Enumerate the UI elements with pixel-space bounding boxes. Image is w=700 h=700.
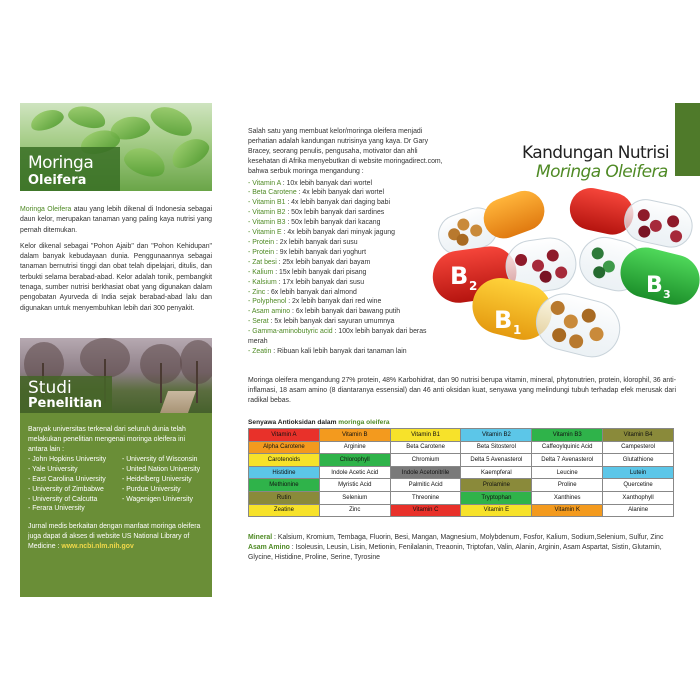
hero-subtitle: Oleifera	[28, 173, 87, 188]
capsule-b3-label: B	[646, 273, 663, 298]
university-item: - University of Calcutta	[28, 495, 98, 503]
table-cell: Xanthophyll	[603, 491, 674, 504]
nutrition-summary: Moringa oleifera mengandung 27% protein, 48% Karbohidrat, dan 90 nutrisi berupa vitamin, mineral, phytonutrien, protein, klorophil, 36 anti-inflamasi, 18 asam amino (8 diantaranya essensial) dan 46 anti oksidan kuat, senyawa yang melindungi tubuh terhadap efek merusak dari radikal bebas.	[248, 377, 676, 405]
nutrient-comparison: : 2x lebih banyak dari red wine	[286, 298, 382, 306]
table-cell: Rutin	[249, 491, 320, 504]
table-title-prefix: Senyawa Antioksidan dalam	[248, 419, 339, 426]
amino-line	[248, 543, 676, 563]
capsule-b3-subscript: 3	[663, 288, 671, 301]
comparison-item	[248, 297, 446, 307]
nutrient-name: - Beta Carotene	[248, 189, 297, 197]
capsule-b2-subscript: 2	[469, 279, 478, 293]
nutrient-name: - Vitamin B1	[248, 199, 286, 207]
nutrient-name: - Zinc	[248, 288, 266, 296]
table-cell: Quercetine	[603, 479, 674, 492]
comparison-item	[248, 188, 446, 198]
amino-label: Asam Amino	[248, 544, 290, 551]
university-item: - Wagenigen University	[122, 495, 193, 503]
capsule-b1-label: B	[494, 306, 513, 334]
nutrient-comparison: : 6x lebih banyak dari almond	[265, 288, 357, 296]
table-cell: Chlorophyll	[319, 454, 390, 467]
table-cell: Glutathione	[603, 454, 674, 467]
page-tab	[675, 103, 700, 176]
nutrient-name: - Vitamin A	[248, 179, 281, 187]
walkway	[160, 391, 196, 413]
nutrient-name: - Asam amino	[248, 308, 291, 316]
comparison-item	[248, 327, 446, 347]
capsule-b2-label: B	[450, 262, 469, 290]
university-item: - East Carolina University	[28, 475, 106, 483]
comparison-item	[248, 317, 446, 327]
table-cell: Vitamin C	[390, 504, 461, 517]
comparison-item	[248, 288, 446, 298]
table-cell: Campesterol	[603, 441, 674, 454]
table-cell: Selenium	[319, 491, 390, 504]
table-row	[249, 454, 674, 467]
intro-paragraph-1	[20, 205, 212, 236]
comparison-item	[248, 198, 446, 208]
comparison-item	[248, 208, 446, 218]
study-title: Studi	[28, 378, 72, 398]
nutrient-name: - Zeatin	[248, 347, 272, 355]
table-cell: Methionine	[249, 479, 320, 492]
table-cell: Vitamin B2	[461, 429, 532, 442]
antioxidant-table-title	[248, 419, 390, 426]
study-body	[20, 413, 212, 552]
comparison-item	[248, 218, 446, 228]
table-cell: Vitamin B3	[532, 429, 603, 442]
capsule-red-right	[566, 184, 696, 251]
leaf-shape	[28, 106, 66, 135]
nutrient-comparison: : 6x lebih banyak dari bawang putih	[290, 308, 401, 316]
table-cell: Lutein	[603, 466, 674, 479]
table-row	[249, 429, 674, 442]
table-cell: Alpha Carotene	[249, 441, 320, 454]
amino-text: : Isoleusin, Leusin, Lisin, Metionin, Fenilalanin, Treaonin, Triptofan, Valin, Alanin, Arginin, Asam Aspartat, Sistin, Glutamin, Glycine, Histidine, Proline, Serine, Tyrosine	[248, 544, 662, 561]
table-row	[249, 441, 674, 454]
nutrient-name: - Serat	[248, 318, 269, 326]
study-intro: Banyak universitas terkenal dari seluruh dunia telah melakukan penelitian mengenai moringa oleifera ini antara lain :	[28, 426, 186, 453]
table-cell: Arginine	[319, 441, 390, 454]
table-cell: Threonine	[390, 491, 461, 504]
comparison-item	[248, 238, 446, 248]
table-cell: Kaempferal	[461, 466, 532, 479]
nutrient-comparison: : 10x lebih banyak dari wortel	[280, 179, 372, 187]
table-cell: Vitamin E	[461, 504, 532, 517]
table-row	[249, 504, 674, 517]
mineral-line	[248, 533, 676, 543]
nutrient-name: - Protein	[248, 248, 275, 256]
intro-lead: Moringa Oleifera	[20, 206, 72, 213]
table-cell: Caffeoylquinic Acid	[532, 441, 603, 454]
journal-note	[28, 522, 202, 551]
comparison-item	[248, 179, 446, 189]
university-item: - Yale University	[28, 466, 78, 474]
study-subtitle: Penelitian	[28, 396, 103, 411]
nutrient-name: - Kalsium	[248, 278, 277, 286]
nutrient-comparison: : 50x lebih banyak dari sardines	[285, 209, 385, 217]
table-cell: Alanine	[603, 504, 674, 517]
comparison-item	[248, 268, 446, 278]
table-cell: Vitamin A	[249, 429, 320, 442]
table-cell: Indole Acetonitrile	[390, 466, 461, 479]
table-title-suffix: moringa oleifera	[338, 419, 390, 426]
mineral-label: Mineral	[248, 534, 273, 541]
table-cell: Chromium	[390, 454, 461, 467]
section-subtitle: Moringa Oleifera	[536, 162, 668, 182]
capsules-illustration	[428, 182, 700, 374]
table-cell: Prolamine	[461, 479, 532, 492]
campus-image	[20, 338, 212, 413]
study-panel	[20, 338, 212, 597]
antioxidant-table-body	[249, 429, 674, 517]
tree-trunk	[196, 361, 198, 403]
left-column	[20, 103, 212, 320]
comparison-item	[248, 258, 446, 268]
university-item: - Purdue University	[122, 485, 181, 493]
university-item: - University of Zimbabwe	[28, 485, 104, 493]
nutrient-name: - Protein	[248, 238, 275, 246]
nutrient-comparison: : 4x lebih banyak dari minyak jagung	[281, 229, 395, 237]
table-cell: Zeatine	[249, 504, 320, 517]
table-cell: Beta Carotene	[390, 441, 461, 454]
nutrient-name: - Gamma-aminobutyric acid	[248, 328, 333, 336]
table-cell: Delta 5 Avenasterol	[461, 454, 532, 467]
leaf-shape	[121, 143, 169, 182]
table-row	[249, 466, 674, 479]
moringa-leaf-image	[20, 103, 212, 191]
nutrient-comparison: : 5x lebih banyak dari sayuran umumnya	[268, 318, 395, 326]
table-cell: Leucine	[532, 466, 603, 479]
nutrient-comparison: : 50x lebih banyak dari kacang	[285, 219, 381, 227]
university-item: - University of Wisconsin	[122, 456, 198, 464]
leaf-shape	[147, 103, 197, 141]
table-cell: Palmitic Acid	[390, 479, 461, 492]
section-title: Kandungan Nutrisi	[522, 143, 670, 163]
mineral-text: : Kalsium, Kromium, Tembaga, Fluorin, Besi, Mangan, Magnesium, Molybdenum, Fosfor, Kalium, Sodium,Selenium, Sulfur, Zinc	[272, 534, 664, 541]
table-cell: Xanthines	[532, 491, 603, 504]
nutrition-comparison	[248, 127, 446, 357]
capsule-b1-subscript: 1	[513, 323, 522, 337]
nutrient-comparison: : Ribuan kali lebih banyak dari tanaman lain	[271, 347, 407, 355]
hero-title: Moringa	[28, 153, 94, 173]
nutrient-name: - Polyphenol	[248, 298, 287, 306]
table-cell: Delta 7 Avenasterol	[532, 454, 603, 467]
leaf-shape	[66, 103, 108, 132]
nutrient-comparison: : 25x lebih banyak dari bayam	[276, 258, 371, 266]
table-cell: Zinc	[319, 504, 390, 517]
nutrient-name: - Kalium	[248, 268, 274, 276]
ncbi-link[interactable]: www.ncbi.nlm.nih.gov	[61, 542, 134, 550]
table-cell: Histidine	[249, 466, 320, 479]
nutrient-comparison: : 9x lebih banyak dari yoghurt	[274, 248, 366, 256]
nutrient-comparison: : 2x lebih banyak dari susu	[274, 238, 358, 246]
nutrient-name: - Zat besi	[248, 258, 277, 266]
nutrient-name: - Vitamin E	[248, 229, 282, 237]
journal-text: Jurnal medis berkaitan dengan manfaat moringa oleifera juga dapat di akses di website US National Library of Medicine :	[28, 523, 201, 550]
leaf-shape	[167, 133, 212, 174]
table-cell: Vitamin B4	[603, 429, 674, 442]
nutrient-name: - Vitamin B3	[248, 219, 286, 227]
table-cell: Proline	[532, 479, 603, 492]
table-cell: Myristic Acid	[319, 479, 390, 492]
university-item: - Ferara University	[28, 505, 85, 513]
university-list	[28, 455, 202, 514]
table-row	[249, 491, 674, 504]
comparison-item	[248, 307, 446, 317]
nutrient-comparison: : 17x lebih banyak dari susu	[276, 278, 365, 286]
comparison-intro: Salah satu yang membuat kelor/moringa oleifera menjadi perhatian adalah kandungan nutrisinya yang kaya. Dr Gary Bracey, seorang penulis, pengusaha, motivator dan ahli kesehatan di Afrika menyebutkan di website moringadirect.com, bahwa serbuk moringa mengandung :	[248, 128, 443, 175]
comparison-list	[248, 179, 446, 357]
university-item	[122, 504, 212, 514]
intro-p1-text: atau yang lebih dikenal di Indonesia sebagai daun kelor, merupakan tanaman yang paling kaya nutrisi yang pernah ditemukan.	[20, 206, 213, 234]
table-cell: Vitamin B1	[390, 429, 461, 442]
nutrient-comparison: : 4x lebih banyak dari wortel	[296, 189, 384, 197]
table-cell: Vitamin K	[532, 504, 603, 517]
nutrient-name: - Vitamin B2	[248, 209, 286, 217]
minerals-section	[248, 533, 676, 563]
comparison-item	[248, 347, 446, 357]
university-item: - Heidelberg University	[122, 475, 192, 483]
table-cell: Carotenoids	[249, 454, 320, 467]
nutrient-comparison: : 15x lebih banyak dari pisang	[273, 268, 367, 276]
tree-trunk	[160, 363, 162, 403]
table-cell: Indole Acetic Acid	[319, 466, 390, 479]
university-item: - United Nation University	[122, 466, 201, 474]
table-cell: Tryptophan	[461, 491, 532, 504]
comparison-item	[248, 278, 446, 288]
comparison-item	[248, 228, 446, 238]
nutrient-comparison: : 4x lebih banyak dari daging babi	[285, 199, 390, 207]
antioxidant-table	[248, 428, 674, 517]
university-item: - John Hopkins University	[28, 456, 107, 464]
table-row	[249, 479, 674, 492]
table-cell: Beta Sitosterol	[461, 441, 532, 454]
nutrient-comparison: : 100x lebih banyak dari beras merah	[248, 328, 427, 346]
table-cell: Vitamin B	[319, 429, 390, 442]
comparison-item	[248, 248, 446, 258]
intro-paragraph-2: Kelor dikenal sebagai "Pohon Ajaib" dan "Pohon Kehidupan" dalam banyak kebudayaan dunia. Penggunaannya sebagai tanaman bernutrisi tinggi dan obat telah dipelajari, ditulis, dan terbukti selama berabad-abad. Kelor adalah tonik, pembangkit tenaga, sumber nutrisi berkhasiat obat yang digunakan dalam pengobatan Ayurveda di India sejak berabad-abad lalu dan digunakan untuk menyembuhkan lebih dari 300 penyakit.	[20, 242, 212, 312]
intro-text	[20, 205, 212, 314]
